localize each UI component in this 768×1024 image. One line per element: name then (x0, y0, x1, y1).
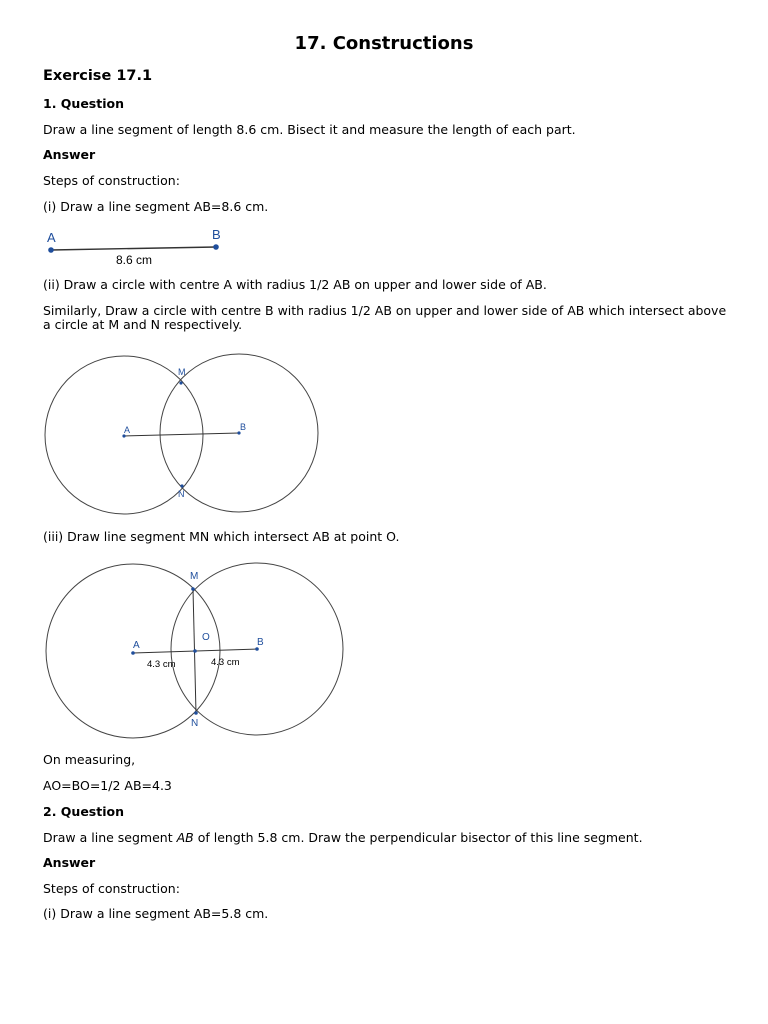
q1-step2: (ii) Draw a circle with centre A with radius 1/2 AB on upper and lower side of AB. (43, 277, 547, 292)
q1-step3: (iii) Draw line segment MN which intersect AB at point O. (43, 529, 400, 544)
q1-question: Draw a line segment of length 8.6 cm. Bisect it and measure the length of each part. (43, 122, 576, 137)
fig1-length-label: 8.6 cm (116, 253, 153, 267)
q1-step2b: Similarly, Draw a circle with centre B with radius 1/2 AB on upper and lower side of AB which intersect above a circle at M and N respectively. (43, 303, 727, 332)
fig3-label-n: N (191, 718, 199, 729)
q2-question-pre: Draw a line segment (43, 830, 177, 845)
q2-steps-intro: Steps of construction: (43, 881, 180, 896)
q1-measuring: On measuring, (43, 752, 136, 767)
fig2-point-m (179, 381, 182, 384)
q2-question-post: of length 5.8 cm. Draw the perpendicular bisector of this line segment. (193, 830, 643, 845)
fig2-label-a: A (124, 425, 131, 435)
figure-bisector-mn (0, 560, 360, 745)
q2-heading: 2. Question (43, 804, 124, 819)
fig3-point-o (193, 649, 197, 653)
figure-line-segment-ab (40, 226, 240, 271)
q2-answer-label: Answer (43, 855, 96, 870)
fig3-label-m: M (190, 571, 199, 582)
fig1-label-a: A (47, 230, 56, 245)
fig3-label-b: B (257, 637, 264, 648)
fig3-label-o: O (202, 632, 210, 643)
fig3-label-a: A (133, 640, 140, 651)
q1-result: AO=BO=1/2 AB=4.3 (43, 778, 172, 793)
fig2-label-n: N (178, 489, 185, 499)
fig2-label-b: B (240, 422, 247, 432)
q1-heading: 1. Question (43, 96, 124, 111)
fig1-point-a (48, 247, 54, 253)
fig3-point-m (191, 587, 195, 591)
exercise-heading: Exercise 17.1 (43, 68, 153, 84)
fig2-segment-ab (124, 433, 239, 436)
q1-steps-intro: Steps of construction: (43, 173, 180, 188)
fig3-right-length: 4.3 cm (211, 657, 240, 668)
fig3-point-a (131, 651, 135, 655)
fig2-label-m: M (178, 367, 186, 377)
fig3-left-length: 4.3 cm (147, 659, 176, 670)
fig1-point-b (213, 244, 219, 250)
fig3-point-n (194, 711, 198, 715)
q1-answer-label: Answer (43, 147, 96, 162)
page-title: 17. Constructions (294, 33, 474, 54)
q2-question-ab: AB (176, 830, 194, 845)
fig2-point-n (180, 484, 183, 487)
q2-step1: (i) Draw a line segment AB=5.8 cm. (43, 906, 269, 921)
figure-two-circles (0, 355, 340, 520)
q1-step1: (i) Draw a line segment AB=8.6 cm. (43, 199, 269, 214)
q2-question (43, 831, 643, 845)
fig1-label-b: B (212, 227, 221, 242)
fig1-segment (51, 247, 216, 250)
